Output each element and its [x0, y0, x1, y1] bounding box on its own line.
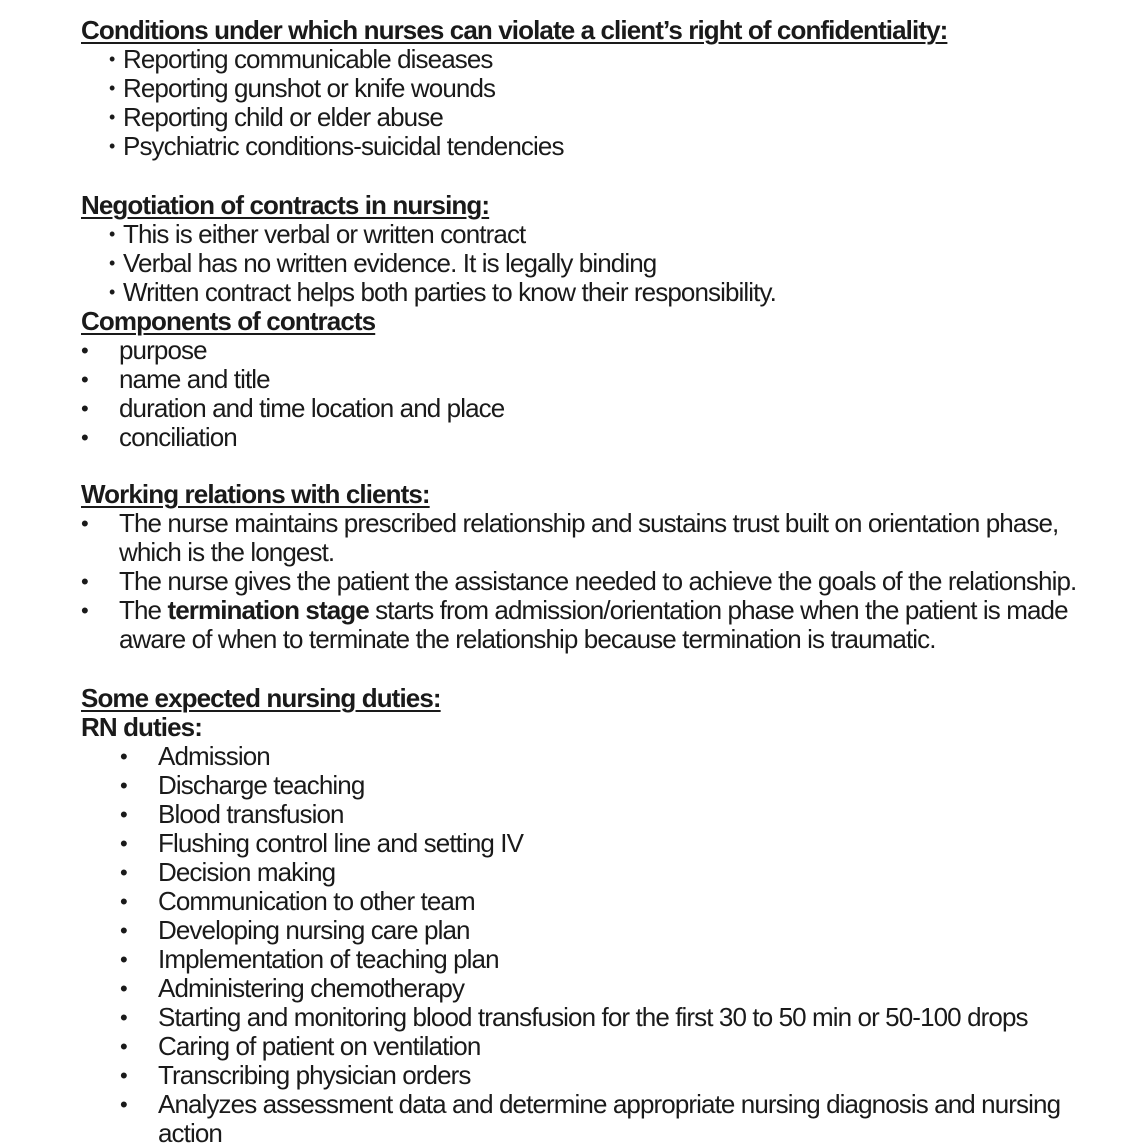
relations-section: [81, 480, 1100, 654]
rn-duties-list: [81, 742, 1100, 1148]
confidentiality-section: [81, 16, 1100, 161]
list-item: • Administering chemotherapy: [120, 973, 465, 1003]
list-item: • Developing nursing care plan: [120, 915, 470, 945]
contracts-section: [81, 191, 1100, 452]
list-item: • Discharge teaching: [120, 770, 365, 800]
list-item: • Blood transfusion: [120, 799, 344, 829]
list-item: • The termination stage starts from admission/orientation phase when the patient is made aware of when to terminate the relationship because termination is traumatic.: [81, 595, 1068, 654]
list-item: • Reporting communicable diseases: [81, 45, 1100, 74]
list-item: • The nurse maintains prescribed relationship and sustains trust built on orientation phase, which is the longest.: [81, 508, 1059, 567]
list-item: • This is either verbal or written contract: [81, 220, 1100, 249]
list-item: • Implementation of teaching plan: [120, 944, 499, 974]
relations-list: [81, 509, 1100, 654]
list-item: • Admission: [120, 741, 270, 771]
list-item: • name and title: [81, 364, 270, 394]
duties-section: [81, 684, 1100, 1148]
list-item: • Transcribing physician orders: [120, 1060, 471, 1090]
list-item: • The nurse gives the patient the assistance needed to achieve the goals of the relationship.: [81, 566, 1077, 596]
termination-stage-term: termination stage: [167, 595, 369, 625]
list-item: • Psychiatric conditions-suicidal tendencies: [81, 132, 1100, 161]
relations-heading: Working relations with clients:: [81, 479, 430, 509]
contracts-list: [81, 220, 1100, 307]
contracts-heading: Negotiation of contracts in nursing:: [81, 190, 490, 220]
list-item: • Reporting gunshot or knife wounds: [81, 74, 1100, 103]
list-item: • Decision making: [120, 857, 336, 887]
list-item: • Reporting child or elder abuse: [81, 103, 1100, 132]
rn-duties-heading: RN duties:: [81, 712, 203, 742]
list-item: • Flushing control line and setting IV: [120, 828, 524, 858]
list-item: • duration and time location and place: [81, 393, 505, 423]
list-item: • Written contract helps both parties to know their responsibility.: [81, 278, 1100, 307]
list-item: • Communication to other team: [120, 886, 475, 916]
list-item: • conciliation: [81, 422, 237, 452]
components-list: [81, 336, 1100, 452]
list-item: • Caring of patient on ventilation: [120, 1031, 481, 1061]
confidentiality-heading: Conditions under which nurses can violate a client’s right of confidentiality:: [81, 15, 948, 45]
list-item: • Starting and monitoring blood transfusion for the first 30 to 50 min or 50-100 drops: [120, 1002, 1028, 1032]
list-item: • Verbal has no written evidence. It is legally binding: [81, 249, 1100, 278]
list-item: • Analyzes assessment data and determine appropriate nursing diagnosis and nursing action: [120, 1089, 1061, 1148]
confidentiality-list: [81, 45, 1100, 161]
duties-heading: Some expected nursing duties:: [81, 683, 441, 713]
list-item: • purpose: [81, 335, 207, 365]
components-heading: Components of contracts: [81, 306, 376, 336]
